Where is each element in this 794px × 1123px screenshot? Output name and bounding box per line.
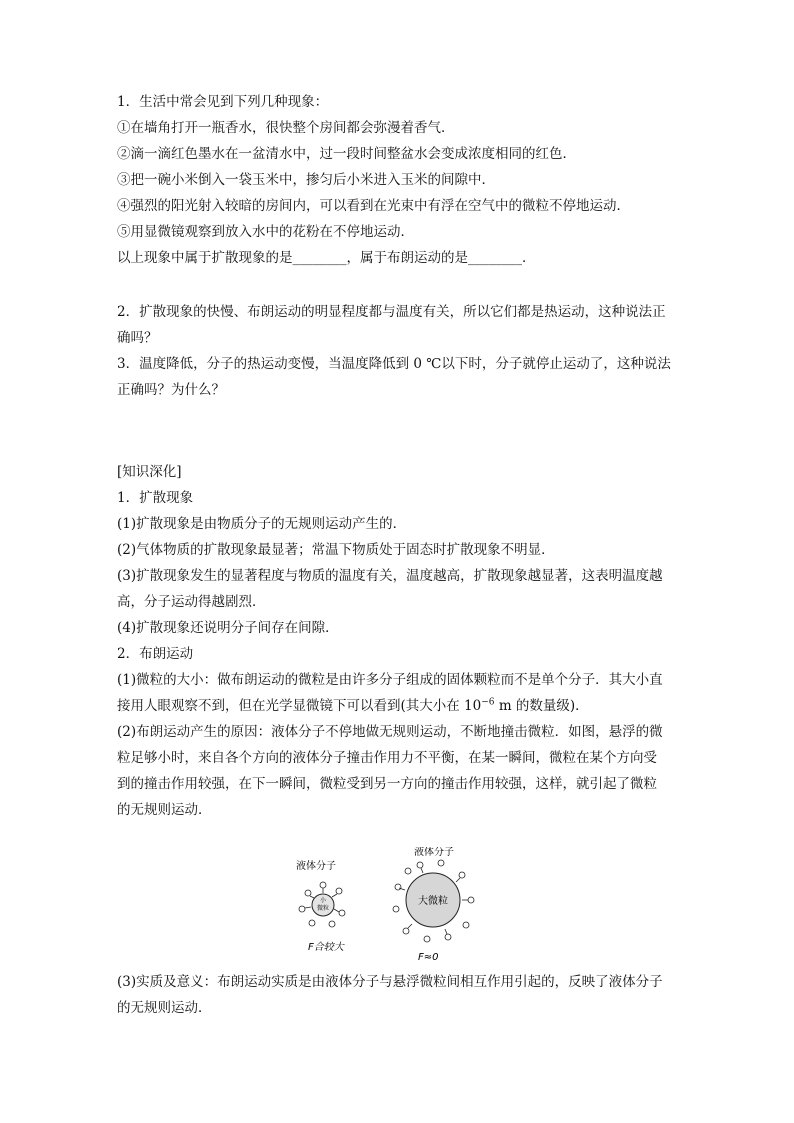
s2-title: 2．布朗运动 <box>117 646 194 662</box>
s1-p3-line-1: (3)扩散现象发生的显著程度与物质的温度有关，温度越高，扩散现象越显著，这表明温度越 <box>117 568 663 584</box>
s2-p2-line-2: 粒足够小时，来自各个方向的液体分子撞击作用力不平衡，在某一瞬间，微粒在某个方向受 <box>117 750 657 766</box>
s2-p2-line-1: (2)布朗运动产生的原因：液体分子不停地做无规则运动，不断地撞击微粒．如图，悬浮的微 <box>117 724 663 740</box>
brownian-figure <box>290 847 480 962</box>
q1-item-2: ②滴一滴红色墨水在一盆清水中，过一段时间整盆水会变成浓度相同的红色． <box>117 146 576 162</box>
s2-p1-line-2 <box>117 696 589 716</box>
left-liquid-label: 液体分子 <box>296 861 336 872</box>
big-particle-label: 大微粒 <box>418 896 448 907</box>
q1-item-5: ⑤用显微镜观察到放入水中的花粉在不停地运动． <box>117 224 414 240</box>
right-liquid-label: 液体分子 <box>414 847 454 858</box>
s2-p1-line-2-pre: 接用人眼观察不到，但在光学显微镜下可以看到(其大小在 10 <box>117 698 482 714</box>
s1-p2: (2)气体物质的扩散现象最显著；常温下物质处于固态时扩散现象不明显． <box>117 542 555 558</box>
s2-p1-line-2-post: m 的数量级)． <box>494 698 589 714</box>
right-caption: F≈0 <box>418 952 439 962</box>
s2-p2-line-4: 的无规则运动． <box>117 802 212 818</box>
left-caption: F合较大 <box>308 942 344 953</box>
q1-item-1: ①在墙角打开一瓶香水，很快整个房间都会弥漫着香气． <box>117 120 455 136</box>
q3-line-2: 正确吗？为什么？ <box>117 382 225 398</box>
brownian-diagram <box>290 847 480 962</box>
q2-line-2: 确吗？ <box>117 330 158 346</box>
q1-title: 1．生活中常会见到下列几种现象： <box>117 94 329 110</box>
s1-p3-line-2: 高，分子运动得越剧烈． <box>117 594 266 610</box>
q3-line-1: 3．温度降低，分子的热运动变慢，当温度降低到 0 ℃以下时，分子就停止运动了，这种说法 <box>117 356 671 372</box>
s1-title: 1．扩散现象 <box>117 490 194 506</box>
s2-p3-line-2: 的无规则运动． <box>117 1000 212 1016</box>
s1-p1: (1)扩散现象是由物质分子的无规则运动产生的． <box>117 516 407 532</box>
small-particle-line-2: 微粒 <box>316 905 330 912</box>
q1-question: 以上现象中属于扩散现象的是________，属于布朗运动的是________． <box>117 250 536 266</box>
small-particle-line-1: 小 <box>319 897 327 904</box>
exponent: −6 <box>481 697 495 708</box>
s2-p2-line-3: 到的撞击作用较强，在下一瞬间，微粒受到另一方向的撞击作用较强，这样，就引起了微粒 <box>117 776 657 792</box>
q1-item-3: ③把一碗小米倒入一袋玉米中，掺匀后小米进入玉米的间隙中． <box>117 172 495 188</box>
s2-p1-line-1: (1)微粒的大小：做布朗运动的微粒是由许多分子组成的固体颗粒而不是单个分子．其大小直 <box>117 672 663 688</box>
q1-item-4: ④强烈的阳光射入较暗的房间内，可以看到在光束中有浮在空气中的微粒不停地运动． <box>117 198 630 214</box>
s1-p4: (4)扩散现象还说明分子间存在间隙． <box>117 620 339 636</box>
s2-p3-line-1: (3)实质及意义：布朗运动实质是由液体分子与悬浮微粒间相互作用引起的，反映了液体分子 <box>117 974 663 990</box>
section-heading: [知识深化] <box>117 464 182 480</box>
q2-line-1: 2．扩散现象的快慢、布朗运动的明显程度都与温度有关，所以它们都是热运动，这种说法正 <box>117 304 666 320</box>
